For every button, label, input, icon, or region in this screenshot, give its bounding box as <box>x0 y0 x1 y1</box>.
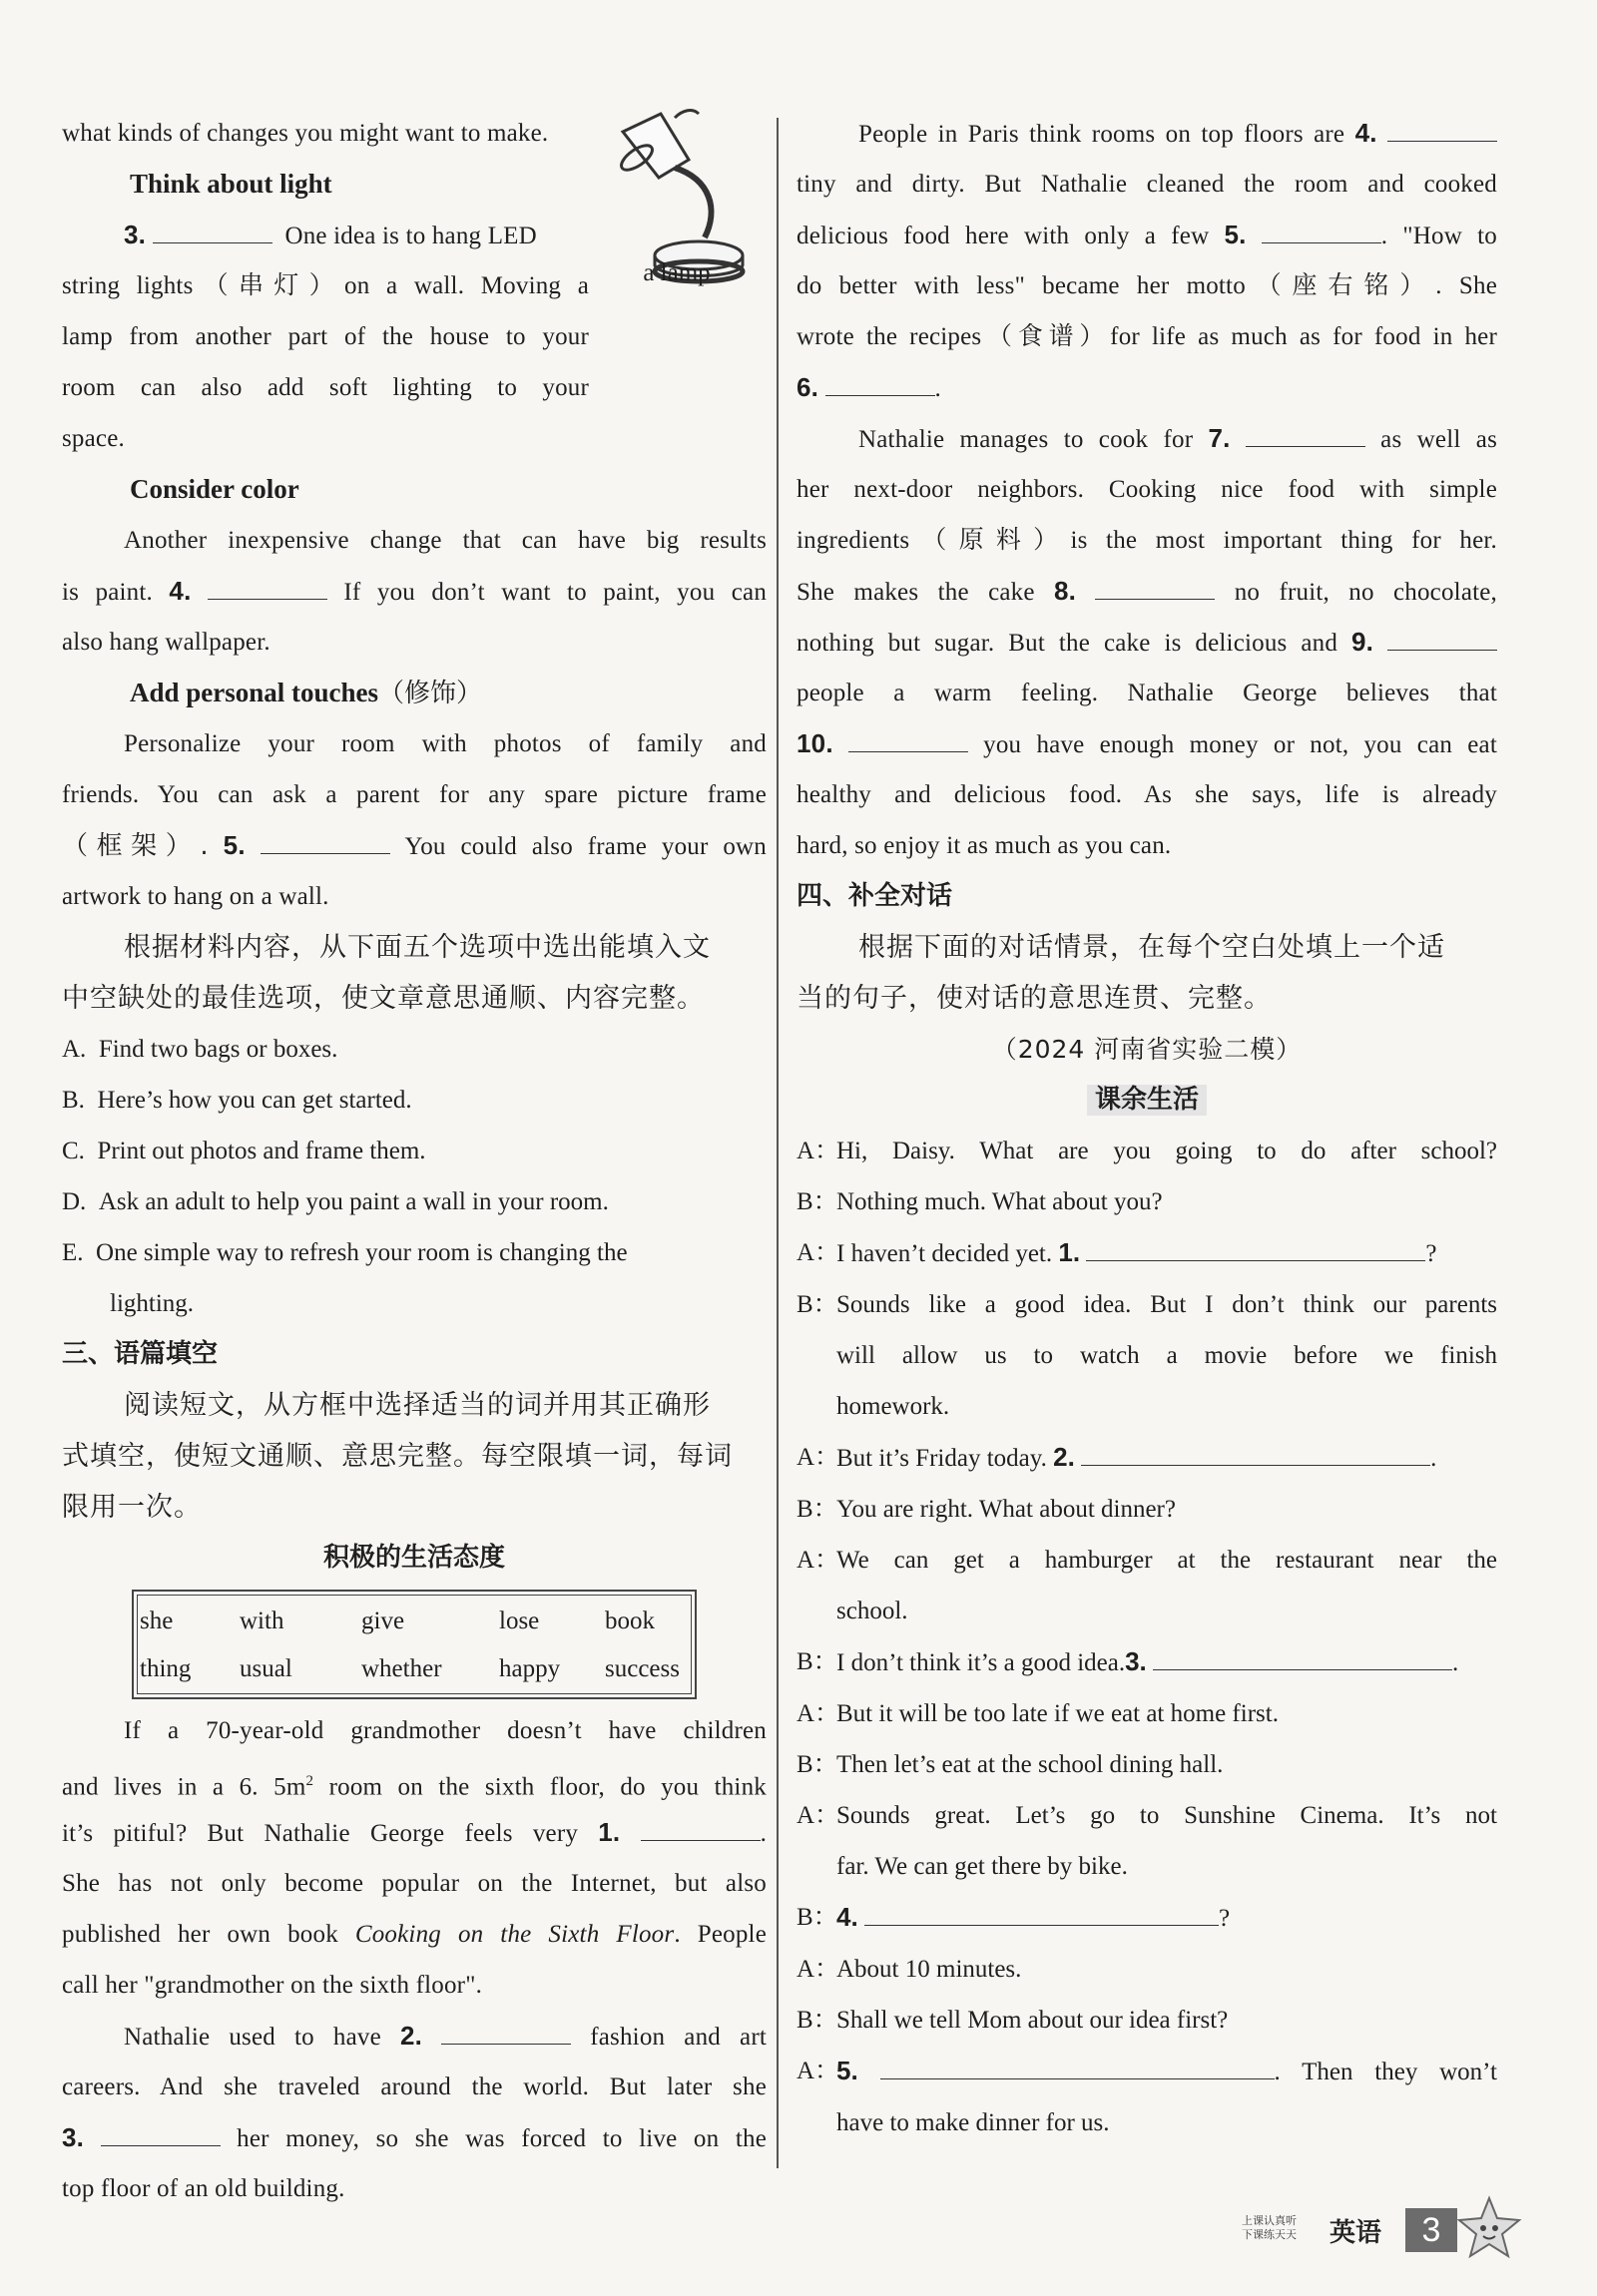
page-number: 3 <box>1405 2208 1457 2252</box>
dialogue <box>797 1126 1497 2148</box>
dialogue-continued: will allow us to watch a movie before we finish <box>836 1342 1497 1369</box>
text-span: room on the sixth floor, do you think <box>313 1773 767 1801</box>
option-label: C. <box>62 1138 85 1164</box>
text-span: it’s pitiful? But Nathalie George feels very <box>62 1820 579 1847</box>
text-span: as well as <box>1380 426 1498 453</box>
text-line: her next-door neighbors. Cooking nice food with simple <box>797 476 1497 503</box>
utterance: You are right. What about dinner? <box>836 1496 1176 1523</box>
dialogue-line <box>797 1432 1497 1484</box>
text-line <box>62 210 589 260</box>
answer-blank[interactable] <box>1081 1444 1430 1466</box>
blank-number: 2. <box>1053 1442 1075 1472</box>
speaker: A： <box>797 2058 840 2084</box>
option-text: Here’s how you can get started. <box>97 1087 412 1114</box>
word: book <box>605 1607 655 1634</box>
speaker: B： <box>797 1751 838 1778</box>
text-line <box>62 566 767 617</box>
left-column <box>62 108 767 2214</box>
section-4-title: 四、补全对话 <box>797 881 953 911</box>
star-mascot-icon <box>1453 2194 1525 2264</box>
instruction-line: 中空缺处的最佳选项，使文章意思通顺、内容完整。 <box>62 983 705 1014</box>
answer-blank[interactable] <box>1387 120 1497 142</box>
text-line: artwork to hang on a wall. <box>62 883 329 910</box>
utterance <box>836 1227 1497 1279</box>
dialogue-line <box>797 1279 1497 1330</box>
dialogue-line <box>797 1944 1497 1995</box>
text-line <box>797 718 1497 769</box>
blank-number: 1. <box>1058 1237 1081 1267</box>
blank-number: 8. <box>1053 576 1077 606</box>
text-span: her money, so she was forced to live on the <box>237 2125 767 2152</box>
text-line: people a warm feeling. Nathalie George believes that <box>797 680 1497 706</box>
text-line <box>797 566 1497 617</box>
speaker: A： <box>797 1700 840 1727</box>
option-label: B. <box>62 1087 85 1114</box>
answer-blank[interactable] <box>101 2124 221 2146</box>
answer-blank[interactable] <box>825 374 935 396</box>
punctuation: . <box>1430 1445 1437 1472</box>
text-span: One idea is to hang LED <box>284 223 537 249</box>
instruction-line: 根据下面的对话情景，在每个空白处填上一个适 <box>858 932 1445 963</box>
text-line: what kinds of changes you might want to make. <box>62 120 549 147</box>
dialogue-line <box>797 2046 1497 2097</box>
option-label: E. <box>62 1239 84 1266</box>
dialogue-line <box>797 1484 1497 1535</box>
footer-slogan <box>1242 2214 1297 2242</box>
option-text: One simple way to refresh your room is changing the <box>96 1239 628 1266</box>
text-span: delicious food here with only a few <box>797 223 1210 249</box>
dialogue-line <box>797 1995 1497 2046</box>
text-line: hard, so enjoy it as much as you can. <box>797 832 1172 859</box>
slogan-line: 上课认真听 <box>1242 2214 1297 2227</box>
blank-number: 5. <box>223 830 246 860</box>
speaker: B： <box>797 1648 838 1675</box>
blank-number: 4. <box>169 576 192 606</box>
option-e <box>62 1227 767 1278</box>
speaker: B： <box>797 1496 838 1523</box>
option-text: Print out photos and frame them. <box>97 1138 426 1164</box>
option-list <box>62 1024 767 1329</box>
text-span: Nathalie used to have <box>124 2024 381 2051</box>
text-line: Another inexpensive change that can have big results <box>124 527 767 554</box>
dialogue-continued: homework. <box>836 1393 950 1420</box>
option-label: A. <box>62 1036 87 1063</box>
text-span: Nathalie manages to cook for <box>858 426 1194 453</box>
lamp-caption: a lamp <box>643 259 711 286</box>
speaker: B： <box>797 1188 838 1215</box>
dialogue-line <box>797 1227 1497 1279</box>
column-divider <box>777 118 779 2168</box>
text-span: If you don’t want to paint, you can <box>343 579 768 606</box>
option-d <box>62 1176 767 1227</box>
text-span: nothing but sugar. But the cake is delicious and <box>797 630 1338 657</box>
text-line: careers. And she traveled around the world. But later she <box>62 2073 767 2100</box>
blank-number: 3. <box>62 2122 85 2152</box>
page-footer <box>1242 2200 1531 2262</box>
text-span: no fruit, no chocolate, <box>1234 579 1498 606</box>
text-span: you have enough money or not, you can eat <box>983 731 1498 758</box>
speaker: A： <box>797 1444 840 1471</box>
text-span: is paint. <box>62 579 153 606</box>
utterance: Shall we tell Mom about our idea first? <box>836 2007 1229 2034</box>
answer-blank[interactable] <box>641 1819 761 1841</box>
text-line: it’s pitiful? But Nathalie George feels very 1. . <box>62 1817 768 1847</box>
right-column <box>797 108 1497 2148</box>
speaker: A： <box>797 1802 840 1829</box>
dialogue-line <box>797 1790 1497 1841</box>
text-line: lamp from another part of the house to your <box>62 323 589 350</box>
word: happy <box>499 1655 561 1682</box>
punctuation: ? <box>1425 1240 1437 1267</box>
utterance: Hi, Daisy. What are you going to do after school? <box>836 1138 1497 1164</box>
dialogue-continued: school. <box>836 1598 908 1624</box>
instruction-line: 当的句子，使对话的意思连贯、完整。 <box>797 983 1272 1014</box>
answer-blank[interactable] <box>261 832 390 854</box>
text-line: wrote the recipes（食谱）for life as much as for food in her <box>797 323 1497 350</box>
text-span: People in Paris think rooms on top floors are <box>858 121 1345 148</box>
option-a <box>62 1024 767 1075</box>
text-line: string lights（串灯）on a wall. Moving a <box>62 272 589 299</box>
text-line <box>797 617 1497 668</box>
word: whether <box>361 1655 442 1682</box>
text-span: and lives in a 6. 5m <box>62 1773 306 1801</box>
heading-add-personal-touches <box>62 668 767 718</box>
text-line: ingredients（原料）is the most important thing for her. <box>797 527 1497 554</box>
word: success <box>605 1655 680 1682</box>
speaker: A： <box>797 1138 840 1164</box>
text-line: friends. You can ask a parent for any spare picture frame <box>62 781 767 808</box>
text-line <box>62 1909 767 1960</box>
heading-think-about-light: Think about light <box>130 169 332 199</box>
utterance <box>836 1636 1497 1688</box>
speaker: B： <box>797 2007 838 2034</box>
text-span: . People <box>674 1921 767 1948</box>
option-text: Find two bags or boxes. <box>98 1036 338 1063</box>
utterance-text: But it’s Friday today. <box>836 1445 1047 1472</box>
utterance: Sounds great. Let’s go to Sunshine Cinema. It’s not <box>836 1802 1497 1829</box>
dialogue-line <box>797 1126 1497 1176</box>
text-line: She has not only become popular on the Internet, but also <box>62 1870 767 1897</box>
word: thing <box>140 1655 192 1682</box>
text-span: （框架）. <box>62 831 209 861</box>
utterance: About 10 minutes. <box>836 1956 1022 1983</box>
answer-blank[interactable] <box>848 730 968 752</box>
answer-blank[interactable] <box>441 2023 571 2045</box>
heading-gloss: （修饰） <box>378 679 483 708</box>
source-note: （2024 河南省实验二模） <box>991 1035 1303 1064</box>
word: with <box>240 1607 284 1634</box>
superscript: 2 <box>305 1773 314 1789</box>
dialogue-continued: far. We can get there by bike. <box>836 1853 1128 1880</box>
section-3-title: 三、语篇填空 <box>62 1339 219 1369</box>
blank-number: 4. <box>1354 118 1377 148</box>
utterance: We can get a hamburger at the restaurant near the <box>836 1547 1497 1574</box>
utterance <box>836 1892 1497 1944</box>
instruction-line: 阅读短文，从方框中选择适当的词并用其正确形 <box>124 1390 711 1421</box>
text-line: tiny and dirty. But Nathalie cleaned the room and cooked <box>797 171 1497 198</box>
answer-blank[interactable] <box>880 2058 1275 2079</box>
word: usual <box>240 1655 292 1682</box>
dialogue-line <box>797 1892 1497 1944</box>
word-box <box>132 1590 697 1699</box>
utterance: Sounds like a good idea. But I don’t think our parents <box>836 1291 1497 1318</box>
text-line: top floor of an old building. <box>62 2175 345 2202</box>
blank-number: 3. <box>124 220 147 249</box>
blank-number: 7. <box>1208 423 1231 453</box>
text-line <box>62 1756 767 1807</box>
blank-number: 9. <box>1350 627 1374 657</box>
answer-blank[interactable] <box>1153 1648 1452 1670</box>
text-line <box>797 108 1497 159</box>
word: give <box>361 1607 405 1634</box>
answer-blank[interactable] <box>1262 222 1381 243</box>
blank-number: 5. <box>836 2056 858 2085</box>
word-box-title: 积极的生活态度 <box>322 1543 505 1573</box>
blank-number: 4. <box>836 1902 858 1932</box>
blank-number: 6. <box>797 372 819 402</box>
option-c <box>62 1126 767 1176</box>
answer-blank[interactable] <box>153 222 272 243</box>
dialogue-line <box>797 1176 1497 1227</box>
utterance-text: . Then they won’t <box>1274 2059 1497 2085</box>
utterance <box>836 2046 1497 2097</box>
blank-number: 5. <box>1224 220 1247 249</box>
speaker: B： <box>797 1904 838 1931</box>
speaker: A： <box>797 1239 840 1266</box>
text-line: space. <box>62 425 125 452</box>
word: lose <box>499 1607 540 1634</box>
utterance-text: I don’t think it’s a good idea. <box>836 1649 1126 1676</box>
text-span: She makes the cake <box>797 579 1035 606</box>
slogan-line: 下课练天天 <box>1242 2228 1297 2241</box>
dialogue-continued: have to make dinner for us. <box>836 2109 1110 2136</box>
answer-blank[interactable] <box>1095 578 1215 600</box>
book-title: Cooking on the Sixth Floor <box>354 1921 675 1948</box>
text-line <box>62 2011 767 2062</box>
text-line: 6. . <box>797 372 941 402</box>
dialogue-line <box>797 1739 1497 1790</box>
speaker: A： <box>797 1547 840 1574</box>
text-span: You could also frame your own <box>404 833 767 860</box>
text-line: do better with less" became her motto（座右铭）. She <box>797 272 1497 299</box>
instruction-line: 限用一次。 <box>62 1492 202 1523</box>
utterance: Then let’s eat at the school dining hall. <box>836 1751 1224 1778</box>
punctuation: ? <box>1218 1905 1231 1932</box>
blank-number: 10. <box>797 728 833 758</box>
text-span: fashion and art <box>590 2024 768 2051</box>
blank-number: 1. <box>598 1817 621 1847</box>
heading-text: Add personal touches <box>130 678 379 707</box>
text-line: healthy and delicious food. As she says, life is already <box>797 781 1497 808</box>
text-line: room can also add soft lighting to your <box>62 374 589 401</box>
option-e-continued: lighting. <box>110 1290 195 1317</box>
text-line <box>62 820 767 871</box>
punctuation: . <box>1452 1649 1459 1676</box>
speaker: A： <box>797 1956 840 1983</box>
subject-label: 英语 <box>1330 2218 1382 2248</box>
text-span: . "How to <box>1380 223 1498 249</box>
utterance-text: I haven’t decided yet. <box>836 1240 1053 1267</box>
utterance: But it will be too late if we eat at home first. <box>836 1700 1279 1727</box>
answer-blank[interactable] <box>1246 425 1365 447</box>
light-paragraph <box>62 210 589 464</box>
text-line <box>797 210 1497 260</box>
text-line: call her "grandmother on the sixth floor". <box>62 1972 483 1999</box>
text-line <box>62 2112 767 2163</box>
utterance <box>836 1432 1497 1484</box>
option-label: D. <box>62 1188 87 1215</box>
heading-consider-color: Consider color <box>130 474 299 504</box>
answer-blank[interactable] <box>208 578 327 600</box>
option-text: Ask an adult to help you paint a wall in your room. <box>98 1188 609 1215</box>
blank-number: 3. <box>1125 1646 1147 1676</box>
utterance: Nothing much. What about you? <box>836 1188 1163 1215</box>
answer-blank[interactable] <box>1387 629 1497 651</box>
blank-number: 2. <box>400 2021 423 2051</box>
answer-blank[interactable] <box>864 1904 1219 1926</box>
option-b <box>62 1075 767 1126</box>
word: she <box>140 1607 174 1634</box>
instruction-line: 式填空，使短文通顺、意思完整。每空限填一词，每词 <box>62 1441 733 1472</box>
text-line: If a 70-year-old grandmother doesn’t have children <box>124 1717 767 1744</box>
dialogue-line <box>797 1636 1497 1688</box>
dialogue-line <box>797 1688 1497 1739</box>
instruction-line: 根据材料内容，从下面五个选项中选出能填入文 <box>124 932 711 963</box>
topic-label: 课余生活 <box>1087 1075 1207 1126</box>
text-span: published her own book <box>62 1921 338 1948</box>
answer-blank[interactable] <box>1086 1239 1425 1261</box>
text-line <box>797 413 1497 464</box>
text-line: Personalize your room with photos of family and <box>124 730 767 757</box>
speaker: B： <box>797 1291 838 1318</box>
dialogue-line <box>797 1535 1497 1586</box>
text-line: also hang wallpaper. <box>62 629 270 656</box>
